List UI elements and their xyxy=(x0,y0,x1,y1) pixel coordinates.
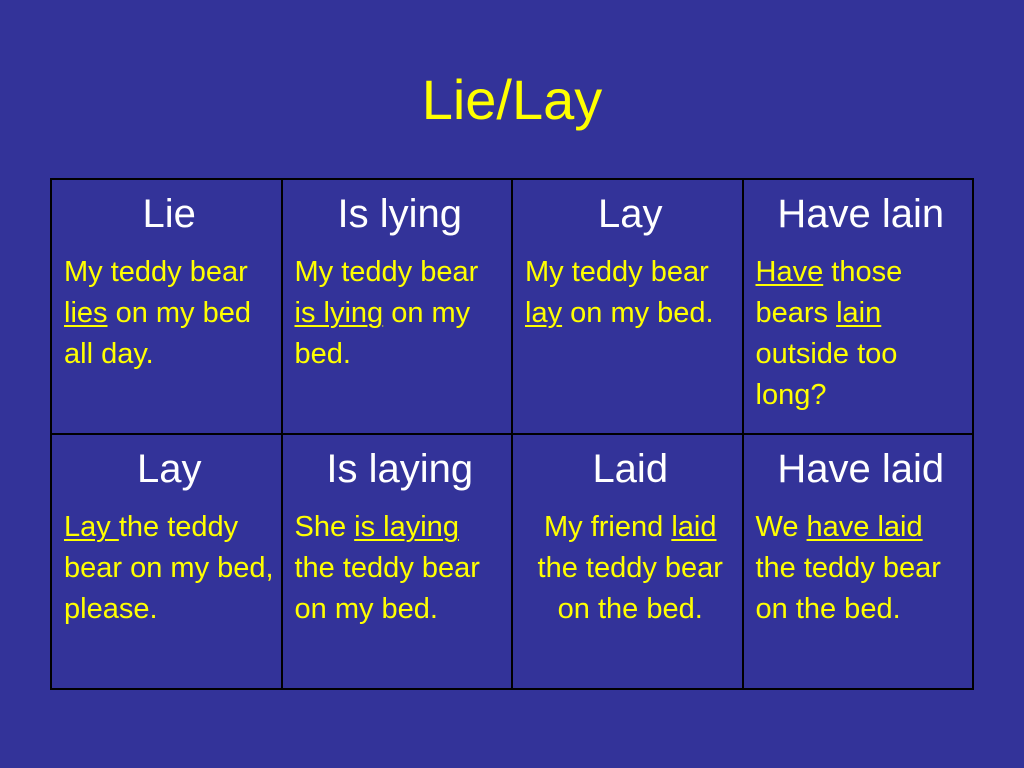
table-cell xyxy=(51,434,282,689)
example-sentence xyxy=(756,507,967,630)
cell-content xyxy=(744,180,973,416)
underlined-verb: lain xyxy=(836,297,882,329)
verb-form-heading: Laid xyxy=(592,447,669,491)
sentence-text: the teddy bear on my bed. xyxy=(294,552,480,625)
example-sentence xyxy=(64,252,275,375)
sentence-text: on my bed. xyxy=(562,297,714,329)
table-cell xyxy=(743,179,974,434)
underlined-verb: have laid xyxy=(806,511,923,543)
underlined-verb: lies xyxy=(64,297,108,329)
underlined-verb: Lay xyxy=(64,511,119,543)
verb-form-heading: Lay xyxy=(137,447,202,491)
slide-title: Lie/Lay xyxy=(421,68,603,131)
cell-content xyxy=(513,435,742,630)
sentence-text: on my bed all day. xyxy=(64,297,251,370)
cell-content xyxy=(283,435,512,630)
sentence-text: those bears xyxy=(755,256,903,329)
verb-form-heading: Is laying xyxy=(326,447,474,491)
verb-form-heading: Have lain xyxy=(777,192,945,236)
example-sentence xyxy=(295,507,506,630)
underlined-verb: laid xyxy=(671,511,717,543)
cell-content xyxy=(744,435,973,630)
sentence-text: the teddy bear on the bed. xyxy=(537,552,723,625)
cell-content xyxy=(52,435,281,630)
cell-content xyxy=(283,180,512,375)
sentence-text: My friend xyxy=(544,511,672,543)
underlined-verb: is lying xyxy=(294,297,384,329)
table-row xyxy=(51,434,973,689)
underlined-verb: is laying xyxy=(354,511,459,543)
sentence-text: the teddy bear on the bed. xyxy=(755,552,941,625)
verb-form-heading: Lie xyxy=(142,192,196,236)
table-cell xyxy=(51,179,282,434)
example-sentence xyxy=(64,507,275,630)
underlined-verb: Have xyxy=(755,256,824,288)
table-cell xyxy=(512,179,743,434)
verb-form-heading: Have laid xyxy=(777,447,945,491)
cell-content xyxy=(52,180,281,375)
verb-form-heading: Is lying xyxy=(337,192,462,236)
example-sentence xyxy=(295,252,506,375)
table-cell xyxy=(512,434,743,689)
example-sentence xyxy=(525,252,736,334)
example-sentence xyxy=(525,507,736,630)
sentence-text: She xyxy=(294,511,355,543)
sentence-text: outside too long? xyxy=(755,338,898,411)
sentence-text: My teddy bear xyxy=(64,256,248,288)
sentence-text: the teddy bear on my bed, please. xyxy=(64,511,274,625)
sentence-text: We xyxy=(755,511,807,543)
verb-forms-table xyxy=(50,178,974,690)
sentence-text: My teddy bear xyxy=(294,256,479,288)
table-row xyxy=(51,179,973,434)
example-sentence xyxy=(756,252,967,416)
sentence-text: on my bed. xyxy=(294,297,471,370)
table-cell xyxy=(282,434,513,689)
verb-form-heading: Lay xyxy=(598,192,663,236)
table-cell xyxy=(282,179,513,434)
cell-content xyxy=(513,180,742,334)
table-cell xyxy=(743,434,974,689)
sentence-text: My teddy bear xyxy=(525,256,709,288)
underlined-verb: lay xyxy=(525,297,563,329)
